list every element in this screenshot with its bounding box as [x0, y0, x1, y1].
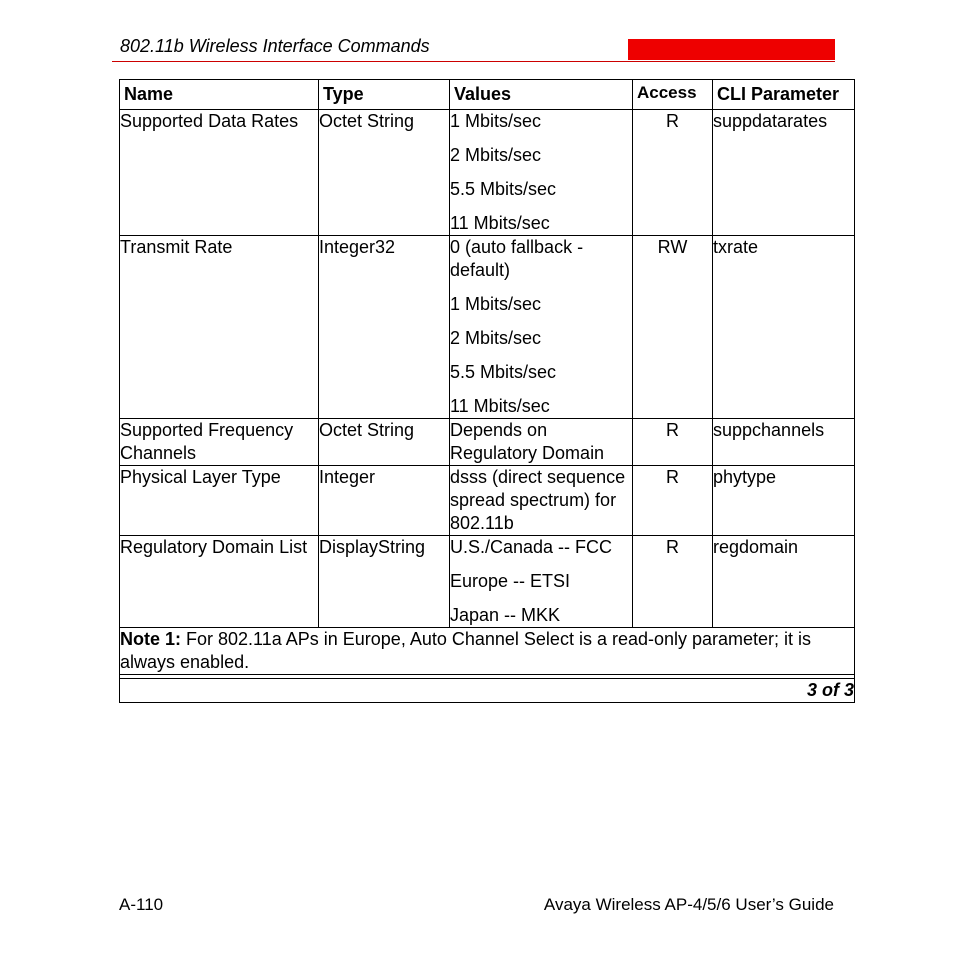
value-item: 1 Mbits/sec	[450, 294, 542, 314]
row-access: R	[633, 110, 713, 236]
value-item: Europe -- ETSI	[450, 571, 571, 591]
column-header-type: Type	[319, 80, 450, 110]
guide-title: Avaya Wireless AP-4/5/6 User’s Guide	[543, 895, 834, 914]
header-divider	[112, 61, 835, 62]
table-row	[120, 236, 855, 419]
section-title: 802.11b Wireless Interface Commands	[120, 36, 430, 56]
row-type: Integer	[319, 466, 450, 536]
table-row	[120, 110, 855, 236]
value-item: 5.5 Mbits/sec	[450, 179, 557, 199]
row-access: R	[633, 419, 713, 466]
row-name: Transmit Rate	[120, 236, 319, 419]
value-item: 11 Mbits/sec	[450, 396, 550, 416]
value-item: Depends on Regulatory Domain	[450, 420, 605, 463]
row-values	[450, 536, 633, 628]
note-row	[120, 628, 855, 675]
table-header-row	[120, 80, 855, 110]
row-type: Octet String	[319, 419, 450, 466]
row-values	[450, 419, 633, 466]
row-name: Regulatory Domain List	[120, 536, 319, 628]
table-row	[120, 466, 855, 536]
row-name: Physical Layer Type	[120, 466, 319, 536]
pager-row	[120, 679, 855, 703]
note-label: Note 1:	[120, 629, 182, 649]
row-name: Supported Data Rates	[120, 110, 319, 236]
note-cell	[120, 628, 855, 675]
table-row	[120, 536, 855, 628]
row-type: Integer32	[319, 236, 450, 419]
column-header-cli-parameter: CLI Parameter	[713, 80, 855, 110]
row-access: R	[633, 466, 713, 536]
value-item: 2 Mbits/sec	[450, 328, 542, 348]
value-item: 11 Mbits/sec	[450, 213, 550, 233]
value-item: 2 Mbits/sec	[450, 145, 542, 165]
row-values	[450, 236, 633, 419]
row-cli-parameter: suppdatarates	[713, 110, 855, 236]
value-item: U.S./Canada -- FCC	[450, 537, 613, 557]
note-text: For 802.11a APs in Europe, Auto Channel Select is a read-only parameter; it is always enabled.	[120, 629, 812, 672]
table-page-indicator: 3 of 3	[120, 679, 855, 703]
row-values	[450, 110, 633, 236]
value-item: 0 (auto fallback - default)	[450, 237, 584, 280]
header-accent-bar	[628, 39, 835, 60]
parameters-table	[119, 79, 855, 703]
value-item: dsss (direct sequence spread spectrum) for 802.11b	[450, 467, 626, 533]
row-access: RW	[633, 236, 713, 419]
column-header-access: Access	[633, 80, 713, 110]
page-number: A-110	[119, 895, 164, 914]
row-name: Supported Frequency Channels	[120, 419, 319, 466]
row-cli-parameter: suppchannels	[713, 419, 855, 466]
value-item: 1 Mbits/sec	[450, 111, 542, 131]
column-header-values: Values	[450, 80, 633, 110]
row-cli-parameter: phytype	[713, 466, 855, 536]
column-header-name: Name	[120, 80, 319, 110]
table-row	[120, 419, 855, 466]
row-cli-parameter: regdomain	[713, 536, 855, 628]
row-values	[450, 466, 633, 536]
value-item: Japan -- MKK	[450, 605, 561, 625]
row-cli-parameter: txrate	[713, 236, 855, 419]
row-access: R	[633, 536, 713, 628]
row-type: Octet String	[319, 110, 450, 236]
row-type: DisplayString	[319, 536, 450, 628]
value-item: 5.5 Mbits/sec	[450, 362, 557, 382]
